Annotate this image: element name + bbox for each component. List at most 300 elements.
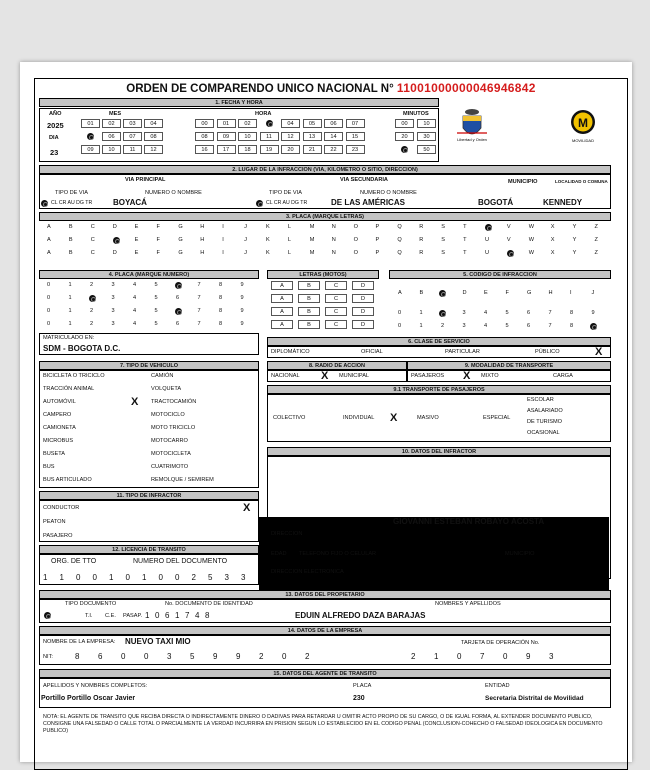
code-digit: 3	[462, 310, 466, 316]
moto-letter: A	[271, 294, 293, 303]
comparendo-form: ORDEN DE COMPARENDO UNICO NACIONAL N° 11001000000046946842 1. FECHA Y HORA AÑO 2025 DIA 23 MES 01 02 03 04 06 07 08 09 10 11 12 HORA 00 01 02 04 05 06 07 08 09 10 11 12 13 14 15 16 17 18 19 20 21 22 23 MINUTOS 00 10 20 30 50 Libertad y Orden M MOVILIDAD 2. LUGAR DE LA INFRACCION (VIA, KILOMETRO O SITIO, DIRECCION) VIA PRINCIPAL VIA SECUNDARIA MUNICIPIO LOCALIDAD O COMUNA TIPO DE VIA NUMERO O NOMBRE TIPO DE VIA NUMERO O NOMBRE CL CR AU DG TR BOYACÁ CL CR AU DG TR DE LAS AMÉRICAS BOGOTÁ KENNEDY 3. PLACA (MARQUE LETRAS) A B C D E F G H I J K L M N O P Q R S T V W X Y Z A B C E F G H I J K L M N O P Q R S T U V W X Y Z A B C D E F G H I J K L M N O P Q R S T U W X Y Z 4. PLACA (MARQUE NUMERO) 0 1 2 3 4 5 7 8 9 0 1 3 4 5 6 7 8 9 0 1 2 3 4 5 7 8 9 0 1 2 3 4 5 6 7 8 9 MATRICULADO EN: SDM - BOGOTA D.C. LETRAS (MOTOS) A B C D A B C D A B C D A B C D 5. CODIGO DE INFRACCION A B D E F G H I J 0 1 3 4 5 6 7 8 9 0 1 2 3 4 5 6 7 8 6. CLASE DE SERVICIO DIPLOMÁTICO OFICIAL PARTICULAR PÚBLICO X 7. TIPO DE VEHICULO BICICLETA O TRICICLO CAMIÓN TRACCIÓN ANIMAL VOLQUETA AUTOMÓVIL TRACTOCAMIÓN X CAMPERO MOTOCICLO CAMIONETA MOTO TRICICLO MICROBUS MOTOCARRO BUSETA MOTOCICLETA BUS CUATRIMOTO BUS ARTICULADO REMOLQUE / SEMIREM 8. RADIO DE ACCION NACIONAL X MUNICIPAL 9. MODALIDAD DE TRANSPORTE PASAJEROS X MIXTO CARGA 9.1 TRANSPORTE DE PASAJEROS COLECTIVO INDIVIDUAL X MASIVO ESPECIAL ESCOLAR ASALARIADO DE TURISMO OCASIONAL 10. DATOS DEL INFRACTOR GIOVANNI ESTEBAN ROBAYO ACOSTA DIRECCION EDAD TELEFONO FIJO O CELULAR MUNICIPIO DIRECCION ELECTRONICA 11. TIPO DE INFRACTOR CONDUCTOR X PEATON PASAJERO 12. LICENCIA DE TRANSITO ORG. DE TTO NUMERO DEL DOCUMENTO 1 1 0 0 1 0 1 0 0 2 5 3 3 13. DATOS DEL PROPIETARIO TIPO DOCUMENTO No. DOCUMENTO DE IDENTIDAD NOMBRES Y APELLIDOS T.I. C.E. PASAP. 1 0 6 1 7 4 8 EDUIN ALFREDO DAZA BARAJAS 14. DATOS DE LA EMPRESA NOMBRE DE LA EMPRESA: NUEVO TAXI MIO TARJETA DE OPERACIÓN No. NIT: 8 6 0 0 3 5 9 9 2 0 2 2 1 0 7 0 9 3 15. DATOS DEL AGENTE DE TRANSITO APELLIDOS Y NOMBRES COMPLETOS: Portillo Portillo Oscar Javier PLACA 230 ENTIDAD Secretaria Distrital de Movilidad NOTA: EL AGENTE DE TRANSITO QUE RECIBA DIRECTA O INDIRECTAMENTE DINERO O DADIVAS PARA RETARDAR U OMITIR ACTO PROPIO DE SU CARGO, O DE IGUAL FORMA, AL EXTENDER DOCUMENTO PUBLICO, CONSIGNE UNA FALSEDAD O CALLE TOTAL O PARCIALMENTE LA VERDAD INCURRIRA EN PRISION SEGUN LO ESTABLECIDO EN EL CODIGO PENAL (CONCLUSION-COHECHO O FALSEDAD IDEOLOGICA EN DOCUMENTO PUBLICO)	[34, 78, 628, 770]
plate-digit: 8	[219, 295, 223, 301]
plate-digit: 4	[133, 321, 137, 327]
plate-digit: 0	[47, 308, 51, 314]
plate-letter: D	[112, 224, 117, 230]
plate-letter: T	[463, 237, 467, 243]
code-letter: E	[484, 290, 488, 296]
s2-header: 2. LUGAR DE LA INFRACCION (VIA, KILOMETRO O SITIO, DIRECCION)	[39, 165, 611, 174]
marked-dot	[400, 145, 409, 154]
plate-letter: I	[222, 224, 224, 230]
nit-digit: 0	[282, 652, 287, 661]
plate-letter: F	[156, 224, 160, 230]
plate-digit: 5	[154, 321, 158, 327]
plate-letter: J	[244, 224, 247, 230]
plate-letter: Z	[594, 237, 598, 243]
code-letter: I	[570, 290, 572, 296]
hour-cell: 00	[195, 119, 214, 128]
month-cell: 07	[123, 132, 142, 141]
hour-cell: 07	[346, 119, 365, 128]
hour-cell: 20	[281, 145, 300, 154]
vehicle-option: CAMIONETA	[43, 425, 76, 431]
plate-letter: X	[550, 224, 555, 230]
vehicle-option: BICICLETA O TRICICLO	[43, 373, 105, 379]
empresa-value: NUEVO TAXI MIO	[125, 637, 191, 646]
s91-header: 9.1 TRANSPORTE DE PASAJEROS	[267, 385, 611, 394]
code-letter: F	[505, 290, 509, 296]
plate-letter: R	[419, 224, 424, 230]
marked-dot	[174, 281, 183, 290]
code-digit: 5	[505, 310, 509, 316]
month-cell: 02	[102, 119, 121, 128]
plate-letter: Z	[594, 250, 598, 256]
s15-header: 15. DATOS DEL AGENTE DE TRANSITO	[39, 669, 611, 678]
vehicle-option: MOTOCARRO	[151, 438, 188, 444]
code-digit: 8	[570, 310, 574, 316]
hour-cell: 12	[281, 132, 300, 141]
plate-digit: 9	[240, 282, 244, 288]
hour-cell: 17	[217, 145, 236, 154]
license-digit: 1	[59, 573, 64, 582]
plate-letter: P	[375, 237, 380, 243]
tarjeta-digit: 1	[434, 652, 439, 661]
nit-digit: 5	[190, 652, 195, 661]
plate-digit: 7	[197, 308, 201, 314]
doc-digit: 7	[185, 611, 190, 620]
plate-letter: G	[178, 237, 183, 243]
hour-cell: 13	[303, 132, 322, 141]
plate-letter: C	[90, 237, 95, 243]
moto-letter: C	[325, 294, 347, 303]
code-digit: 1	[419, 310, 423, 316]
agente-placa: 230	[353, 695, 365, 702]
license-digit: 1	[109, 573, 114, 582]
license-digit: 0	[158, 573, 163, 582]
moto-letter: B	[298, 320, 320, 329]
plate-letter: B	[68, 250, 73, 256]
tarjeta-digit: 0	[457, 652, 462, 661]
marked-dot	[265, 119, 274, 128]
tarjeta-digit: 2	[411, 652, 416, 661]
plate-letter: S	[441, 224, 445, 230]
colombia-coat-of-arms-logo	[455, 107, 489, 143]
s3-header: 3. PLACA (MARQUE LETRAS)	[39, 212, 611, 221]
form-title: ORDEN DE COMPARENDO UNICO NACIONAL N° 11001000000046946842	[126, 81, 536, 95]
plate-digit: 2	[90, 308, 94, 314]
s5-header: 5. CODIGO DE INFRACCION	[389, 270, 611, 279]
code-digit: 5	[505, 323, 509, 329]
via-cl-mark	[40, 199, 49, 208]
license-digit: 1	[142, 573, 147, 582]
minute-cell: 20	[395, 132, 414, 141]
plate-letter: K	[266, 224, 270, 230]
plate-digit: 5	[154, 295, 158, 301]
plate-digit: 3	[111, 295, 115, 301]
vehicle-option: CUATRIMOTO	[151, 464, 189, 470]
plate-letter: J	[244, 250, 247, 256]
plate-letter: M	[309, 237, 315, 243]
vehicle-option: CAMIÓN	[151, 373, 174, 379]
code-digit: 6	[527, 310, 531, 316]
tarjeta-digit: 0	[503, 652, 508, 661]
hour-cell: 22	[324, 145, 343, 154]
plate-digit: 8	[219, 321, 223, 327]
plate-letter: J	[244, 237, 247, 243]
code-letter: B	[419, 290, 424, 296]
license-digit: 0	[92, 573, 97, 582]
plate-letter: A	[47, 237, 51, 243]
hour-cell: 21	[303, 145, 322, 154]
doc-digit: 4	[195, 611, 200, 620]
license-digit: 3	[224, 573, 229, 582]
vehicle-option: TRACTOCAMIÓN	[151, 399, 197, 405]
plate-digit: 3	[111, 282, 115, 288]
hour-cell: 23	[346, 145, 365, 154]
legal-note: NOTA: EL AGENTE DE TRANSITO QUE RECIBA DIRECTA O INDIRECTAMENTE DINERO O DADIVAS PARA RETARDAR U OMITIR ACTO PROPIO DE SU CARGO, O DE IGUAL FORMA, AL EXTENDER DOCUMENTO PUBLICO, CONSIGNE UNA FALSEDAD O CALLE TOTAL O PARCIALMENTE LA VERDAD INCURRIRA EN PRISION SEGUN LO ESTABLECIDO EN EL CODIGO PENAL (CONCLUSION-COHECHO O FALSEDAD IDEOLOGICA EN DOCUMENTO PUBLICO)	[43, 714, 603, 734]
nit-digit: 9	[213, 652, 218, 661]
minute-cell: 30	[417, 132, 436, 141]
marked-dot	[86, 132, 95, 141]
plate-digit: 9	[240, 321, 244, 327]
vehicle-option: CAMPERO	[43, 412, 72, 418]
nit-digit: 8	[75, 652, 80, 661]
plate-letter: X	[550, 237, 555, 243]
hour-cell: 11	[260, 132, 279, 141]
plate-letter: M	[309, 224, 315, 230]
via-secundaria-value: DE LAS AMÉRICAS	[331, 198, 405, 207]
plate-digit: 8	[219, 308, 223, 314]
plate-digit: 8	[219, 282, 223, 288]
code-digit: 6	[527, 323, 531, 329]
month-cell: 06	[102, 132, 121, 141]
hour-cell: 02	[238, 119, 257, 128]
plate-letter: O	[353, 250, 358, 256]
plate-letter: D	[112, 250, 117, 256]
plate-letter: Y	[572, 237, 577, 243]
license-digit: 2	[191, 573, 196, 582]
day-value: 23	[50, 148, 59, 157]
minute-cell: 10	[417, 119, 436, 128]
plate-letter: N	[331, 250, 336, 256]
plate-digit: 3	[111, 321, 115, 327]
plate-letter: N	[331, 237, 336, 243]
marked-dot	[112, 236, 121, 245]
agente-entidad: Secretaria Distrital de Movilidad	[485, 695, 584, 702]
month-cell: 10	[102, 145, 121, 154]
plate-letter: I	[222, 237, 224, 243]
plate-letter: H	[200, 250, 205, 256]
nit-digit: 2	[305, 652, 310, 661]
marked-dot	[484, 223, 493, 232]
month-cell: 03	[123, 119, 142, 128]
plate-digit: 0	[47, 321, 51, 327]
hour-cell: 19	[260, 145, 279, 154]
minute-cell: 00	[395, 119, 414, 128]
motos-header: LETRAS (MOTOS)	[267, 270, 379, 279]
hour-cell: 09	[217, 132, 236, 141]
plate-digit: 1	[68, 295, 72, 301]
plate-letter: Y	[572, 250, 577, 256]
s4-header: 4. PLACA (MARQUE NUMERO)	[39, 270, 259, 279]
code-letter: J	[591, 290, 595, 296]
plate-letter: M	[309, 250, 315, 256]
nit-digit: 0	[144, 652, 149, 661]
marked-dot	[438, 289, 447, 298]
conductor-mark: X	[243, 502, 251, 514]
plate-letter: Q	[397, 250, 402, 256]
month-cell: 11	[123, 145, 142, 154]
license-digit: 5	[208, 573, 213, 582]
plate-letter: C	[90, 250, 95, 256]
vehicle-option: BUSETA	[43, 451, 65, 457]
hour-cell: 06	[324, 119, 343, 128]
moto-letter: B	[298, 307, 320, 316]
plate-letter: K	[266, 237, 270, 243]
plate-letter: X	[550, 250, 555, 256]
plate-letter: O	[353, 224, 358, 230]
plate-letter: V	[506, 237, 511, 243]
license-digit: 0	[76, 573, 81, 582]
plate-letter: W	[528, 237, 535, 243]
movilidad-logo	[559, 109, 607, 145]
doc-digit: 6	[165, 611, 170, 620]
plate-letter: B	[68, 237, 73, 243]
marked-dot	[88, 294, 97, 303]
code-letter: A	[398, 290, 402, 296]
vehicle-option: MOTOCICLETA	[151, 451, 191, 457]
nacional-mark: X	[321, 370, 329, 382]
moto-letter: A	[271, 320, 293, 329]
municipio-value: BOGOTÁ	[478, 198, 514, 207]
plate-letter: C	[90, 224, 95, 230]
moto-letter: A	[271, 307, 293, 316]
plate-letter: B	[68, 224, 73, 230]
plate-letter: E	[134, 224, 139, 230]
s14-header: 14. DATOS DE LA EMPRESA	[39, 626, 611, 635]
marked-dot	[506, 249, 515, 258]
hour-cell: 05	[303, 119, 322, 128]
plate-letter: S	[441, 237, 445, 243]
vehicle-option: AUTOMÓVIL	[43, 399, 76, 405]
plate-letter: O	[353, 237, 358, 243]
vehicle-option: REMOLQUE / SEMIREM	[151, 477, 214, 483]
plate-digit: 6	[176, 295, 180, 301]
plate-letter: S	[441, 250, 445, 256]
svg-text:M: M	[578, 116, 588, 130]
plate-digit: 0	[47, 295, 51, 301]
plate-digit: 3	[111, 308, 115, 314]
plate-letter: H	[200, 224, 205, 230]
vehicle-option: BUS	[43, 464, 55, 470]
moto-letter: C	[325, 281, 347, 290]
hour-cell: 10	[238, 132, 257, 141]
nit-digit: 6	[98, 652, 103, 661]
plate-letter: F	[156, 250, 160, 256]
year-value: 2025	[47, 121, 64, 130]
plate-letter: N	[331, 224, 336, 230]
plate-digit: 2	[90, 321, 94, 327]
plate-letter: A	[47, 224, 51, 230]
tarjeta-digit: 9	[526, 652, 531, 661]
vehicle-option: MOTOCICLO	[151, 412, 185, 418]
vehicle-option: VOLQUETA	[151, 386, 182, 392]
moto-letter: B	[298, 294, 320, 303]
plate-letter: F	[156, 237, 160, 243]
plate-digit: 5	[154, 282, 158, 288]
plate-letter: T	[463, 250, 467, 256]
plate-letter: Q	[397, 237, 402, 243]
code-digit: 0	[398, 323, 402, 329]
month-cell: 12	[144, 145, 163, 154]
code-digit: 4	[484, 310, 488, 316]
hour-cell: 16	[195, 145, 214, 154]
matriculado-value: SDM - BOGOTA D.C.	[43, 344, 121, 353]
plate-letter: P	[375, 250, 380, 256]
code-digit: 4	[484, 323, 488, 329]
month-cell: 08	[144, 132, 163, 141]
owner-name: EDUIN ALFREDO DAZA BARAJAS	[295, 611, 426, 620]
month-cell: 04	[144, 119, 163, 128]
s10-header: 10. DATOS DEL INFRACTOR	[267, 447, 611, 456]
publico-mark: X	[595, 346, 603, 358]
doc-digit: 1	[145, 611, 150, 620]
plate-letter: E	[134, 250, 139, 256]
plate-digit: 7	[197, 321, 201, 327]
plate-letter: U	[485, 250, 490, 256]
doc-digit: 0	[155, 611, 160, 620]
hour-cell: 18	[238, 145, 257, 154]
plate-digit: 4	[133, 295, 137, 301]
agente-name: Portillo Portillo Oscar Javier	[41, 695, 136, 702]
doc-digit: 1	[175, 611, 180, 620]
vehicle-option: MOTO TRICICLO	[151, 425, 196, 431]
plate-letter: Q	[397, 224, 402, 230]
code-letter: D	[462, 290, 467, 296]
svg-text:MOVILIDAD: MOVILIDAD	[571, 138, 595, 143]
marked-dot	[438, 309, 447, 318]
s9-header: 9. MODALIDAD DE TRANSPORTE	[407, 361, 611, 370]
month-cell: 09	[81, 145, 100, 154]
plate-digit: 7	[197, 282, 201, 288]
plate-digit: 9	[240, 308, 244, 314]
moto-letter: C	[325, 320, 347, 329]
license-digit: 0	[175, 573, 180, 582]
nit-digit: 3	[167, 652, 172, 661]
plate-digit: 4	[133, 282, 137, 288]
moto-letter: D	[352, 320, 374, 329]
plate-digit: 1	[68, 282, 72, 288]
vehicle-option: MICROBUS	[43, 438, 74, 444]
plate-digit: 9	[240, 295, 244, 301]
s7-header: 7. TIPO DE VEHICULO	[39, 361, 259, 370]
s12-header: 12. LICENCIA DE TRANSITO	[39, 545, 259, 554]
hour-cell: 08	[195, 132, 214, 141]
plate-letter: V	[506, 224, 511, 230]
via2-cl-mark	[255, 199, 264, 208]
plate-digit: 7	[197, 295, 201, 301]
code-digit: 9	[591, 310, 595, 316]
nit-digit: 0	[121, 652, 126, 661]
vehicle-option: BUS ARTICULADO	[43, 477, 92, 483]
s11-header: 11. TIPO DE INFRACTOR	[39, 491, 259, 500]
hour-cell: 15	[346, 132, 365, 141]
hour-cell: 01	[217, 119, 236, 128]
plate-digit: 0	[47, 282, 51, 288]
s13-header: 13. DATOS DEL PROPIETARIO	[39, 590, 611, 599]
moto-letter: B	[298, 281, 320, 290]
plate-letter: L	[287, 237, 292, 243]
doc-digit: 8	[205, 611, 210, 620]
cc-mark	[43, 611, 52, 620]
plate-letter: G	[178, 224, 183, 230]
license-digit: 0	[125, 573, 130, 582]
plate-digit: 1	[68, 321, 72, 327]
plate-letter: H	[200, 237, 205, 243]
code-digit: 7	[548, 310, 552, 316]
plate-digit: 4	[133, 308, 137, 314]
plate-letter: I	[222, 250, 224, 256]
tarjeta-digit: 3	[549, 652, 554, 661]
form-sheet	[20, 62, 632, 762]
moto-letter: C	[325, 307, 347, 316]
marked-dot	[174, 307, 183, 316]
plate-letter: W	[528, 250, 535, 256]
plate-digit: 1	[68, 308, 72, 314]
plate-letter: Y	[572, 224, 577, 230]
individual-mark: X	[390, 412, 398, 424]
moto-letter: D	[352, 281, 374, 290]
svg-text:Libertad y Orden: Libertad y Orden	[457, 137, 487, 142]
plate-digit: 6	[176, 321, 180, 327]
s1-header: 1. FECHA Y HORA	[39, 98, 439, 107]
plate-letter: E	[134, 237, 139, 243]
minute-cell: 50	[417, 145, 436, 154]
code-digit: 1	[419, 323, 423, 329]
month-cell: 01	[81, 119, 100, 128]
code-letter: G	[527, 290, 532, 296]
plate-letter: L	[287, 250, 292, 256]
plate-letter: L	[287, 224, 292, 230]
plate-letter: R	[419, 250, 424, 256]
code-digit: 3	[462, 323, 466, 329]
plate-letter: K	[266, 250, 270, 256]
code-digit: 0	[398, 310, 402, 316]
via-principal-value: BOYACÁ	[113, 198, 147, 207]
plate-letter: W	[528, 224, 535, 230]
hour-cell: 14	[324, 132, 343, 141]
nit-digit: 9	[236, 652, 241, 661]
pasajeros-mark: X	[463, 370, 471, 382]
comparendo-number: 11001000000046946842	[396, 81, 536, 95]
plate-digit: 5	[154, 308, 158, 314]
license-digit: 3	[241, 573, 246, 582]
code-digit: 2	[441, 323, 445, 329]
plate-letter: R	[419, 237, 424, 243]
moto-letter: A	[271, 281, 293, 290]
tarjeta-digit: 7	[480, 652, 485, 661]
plate-letter: T	[463, 224, 467, 230]
automovil-mark: X	[131, 396, 139, 408]
s8-header: 8. RADIO DE ACCION	[267, 361, 407, 370]
s6-header: 6. CLASE DE SERVICIO	[267, 337, 611, 346]
plate-letter: Z	[594, 224, 598, 230]
plate-letter: A	[47, 250, 51, 256]
plate-letter: U	[485, 237, 490, 243]
code-digit: 7	[548, 323, 552, 329]
plate-letter: P	[375, 224, 380, 230]
code-letter: H	[548, 290, 553, 296]
hour-cell: 04	[281, 119, 300, 128]
